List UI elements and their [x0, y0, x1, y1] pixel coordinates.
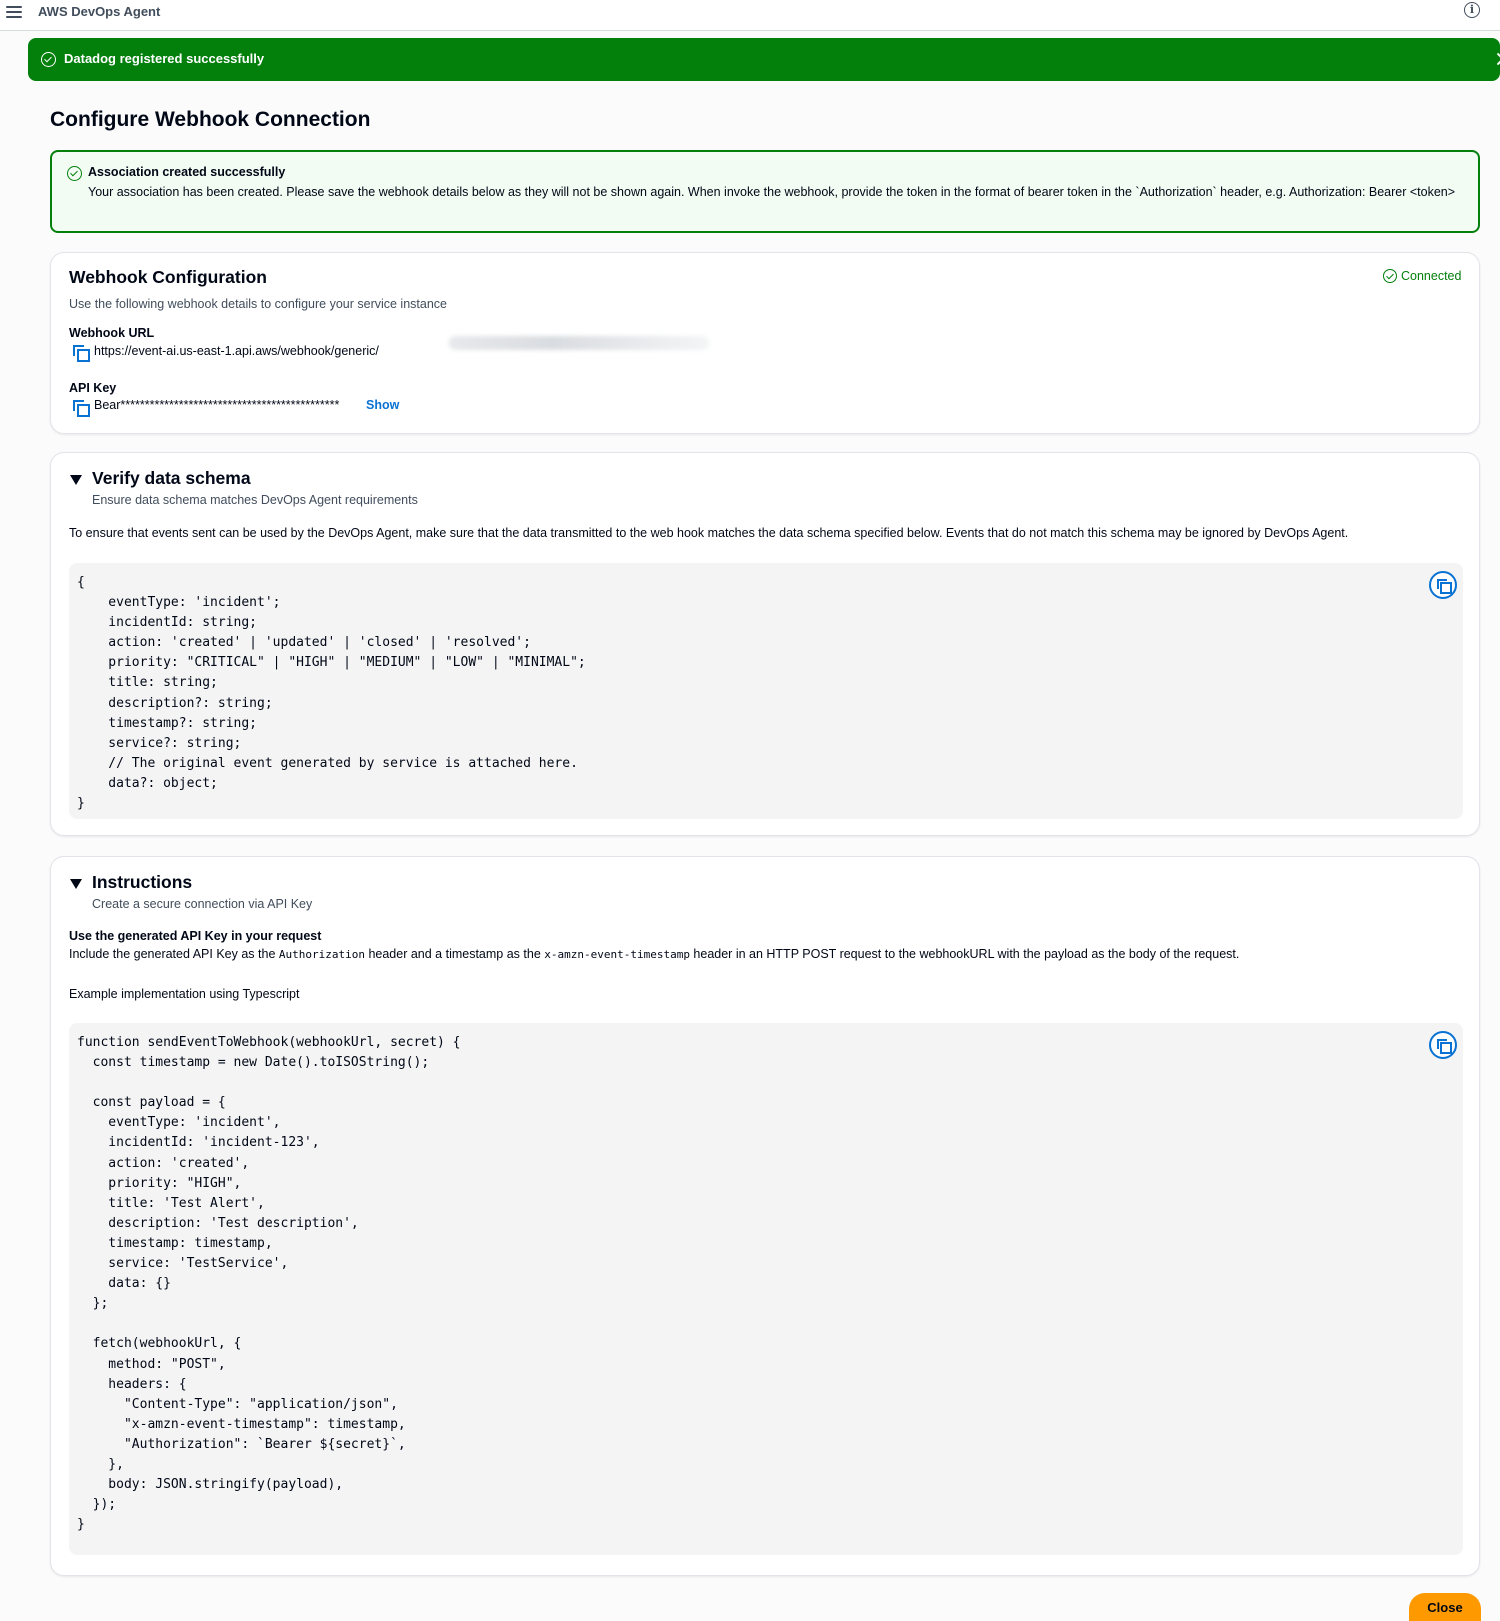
example-code-block [69, 1023, 1463, 1555]
webhook-url-label: Webhook URL [69, 326, 155, 340]
copy-api-key-icon[interactable] [73, 400, 87, 414]
schema-code-block [69, 563, 1463, 819]
success-flashbar [28, 38, 1500, 81]
webhook-configuration-title: Webhook Configuration [69, 267, 267, 287]
schema-intro: To ensure that events sent can be used by the DevOps Agent, make sure that the data transmitted to the web hook matches the data schema specified below. Events that do not match this schema may be ignored by DevOps Agent. [69, 526, 1349, 540]
close-button[interactable]: Close [1409, 1593, 1481, 1621]
top-navigation [0, 0, 1500, 31]
check-circle-icon [41, 52, 56, 67]
copy-example-icon[interactable] [1429, 1031, 1457, 1059]
schema-code: { eventType: 'incident'; incidentId: string; action: 'created' | 'updated' | 'closed' | 'resolved'; priority: "CRITICAL" | "HIGH" | "MEDIUM" | "LOW" | "MINIMAL"; title: string; description?: string; timestamp?: string; service?: string; // The original event generated by service is attached here. data?: object; } [77, 575, 586, 812]
instructions-container [50, 856, 1480, 1576]
redacted-url-segment [449, 336, 709, 350]
show-api-key-link[interactable]: Show [366, 398, 400, 412]
example-label: Example implementation using Typescript [69, 987, 300, 1001]
check-circle-icon [67, 166, 82, 181]
instructions-text-2: header and a timestamp as the [364, 947, 545, 961]
close-icon[interactable] [1494, 50, 1500, 68]
info-icon[interactable]: i [1464, 2, 1480, 18]
webhook-configuration-description: Use the following webhook details to configure your service instance [69, 297, 447, 311]
alert-title: Association created successfully [88, 165, 286, 179]
verify-schema-description: Ensure data schema matches DevOps Agent requirements [92, 493, 418, 507]
check-circle-icon [1383, 269, 1397, 283]
menu-icon[interactable] [6, 6, 22, 20]
instructions-title[interactable]: Instructions [92, 872, 193, 892]
webhook-configuration-container [50, 252, 1480, 434]
example-code: function sendEventToWebhook(webhookUrl, secret) { const timestamp = new Date().toISOString(); const payload = { eventType: 'incident', incidentId: 'incident-123', action: 'created', priority: "HIGH", title: 'Test Alert', description: 'Test description', timestamp: timestamp, service: 'TestService', data: {} }; fetch(webhookUrl, { method: "POST", headers: { "Content-Type": "application/json", "x-amzn-event-timestamp": timestamp, "Authorization": `Bearer ${secret}`, }, body: JSON.stringify(payload), }); } [77, 1035, 461, 1533]
instructions-body [69, 947, 1239, 961]
page-title: Configure Webhook Connection [50, 108, 371, 131]
api-key-value: Bear********************************************* [94, 398, 340, 412]
instructions-text-3: header in an HTTP POST request to the webhookURL with the payload as the body of the request. [689, 947, 1240, 961]
status-label: Connected [1401, 269, 1462, 283]
app-title: AWS DevOps Agent [38, 4, 161, 19]
caret-down-icon[interactable] [70, 475, 82, 485]
flash-message: Datadog registered successfully [64, 51, 265, 66]
copy-schema-icon[interactable] [1429, 571, 1457, 599]
instructions-text-1: Include the generated API Key as the [69, 947, 279, 961]
association-success-alert [50, 150, 1480, 233]
api-key-label: API Key [69, 381, 117, 395]
caret-down-icon[interactable] [70, 879, 82, 889]
alert-body: Your association has been created. Please save the webhook details below as they will not be shown again. When invoke the webhook, provide the token in the format of bearer token in the `Authorization` header, e.g. Authorization: Bearer <token> [88, 185, 1456, 199]
instructions-subheading: Use the generated API Key in your request [69, 929, 322, 943]
instructions-description: Create a secure connection via API Key [92, 897, 313, 911]
copy-url-icon[interactable] [73, 345, 87, 359]
webhook-url-value: https://event-ai.us-east-1.api.aws/webhook/generic/ [94, 344, 379, 358]
verify-schema-container [50, 452, 1480, 836]
verify-schema-title[interactable]: Verify data schema [92, 468, 251, 488]
connection-status [1383, 269, 1461, 283]
timestamp-header-code: x-amzn-event-timestamp [544, 948, 690, 961]
authorization-header-code: Authorization [278, 948, 365, 961]
